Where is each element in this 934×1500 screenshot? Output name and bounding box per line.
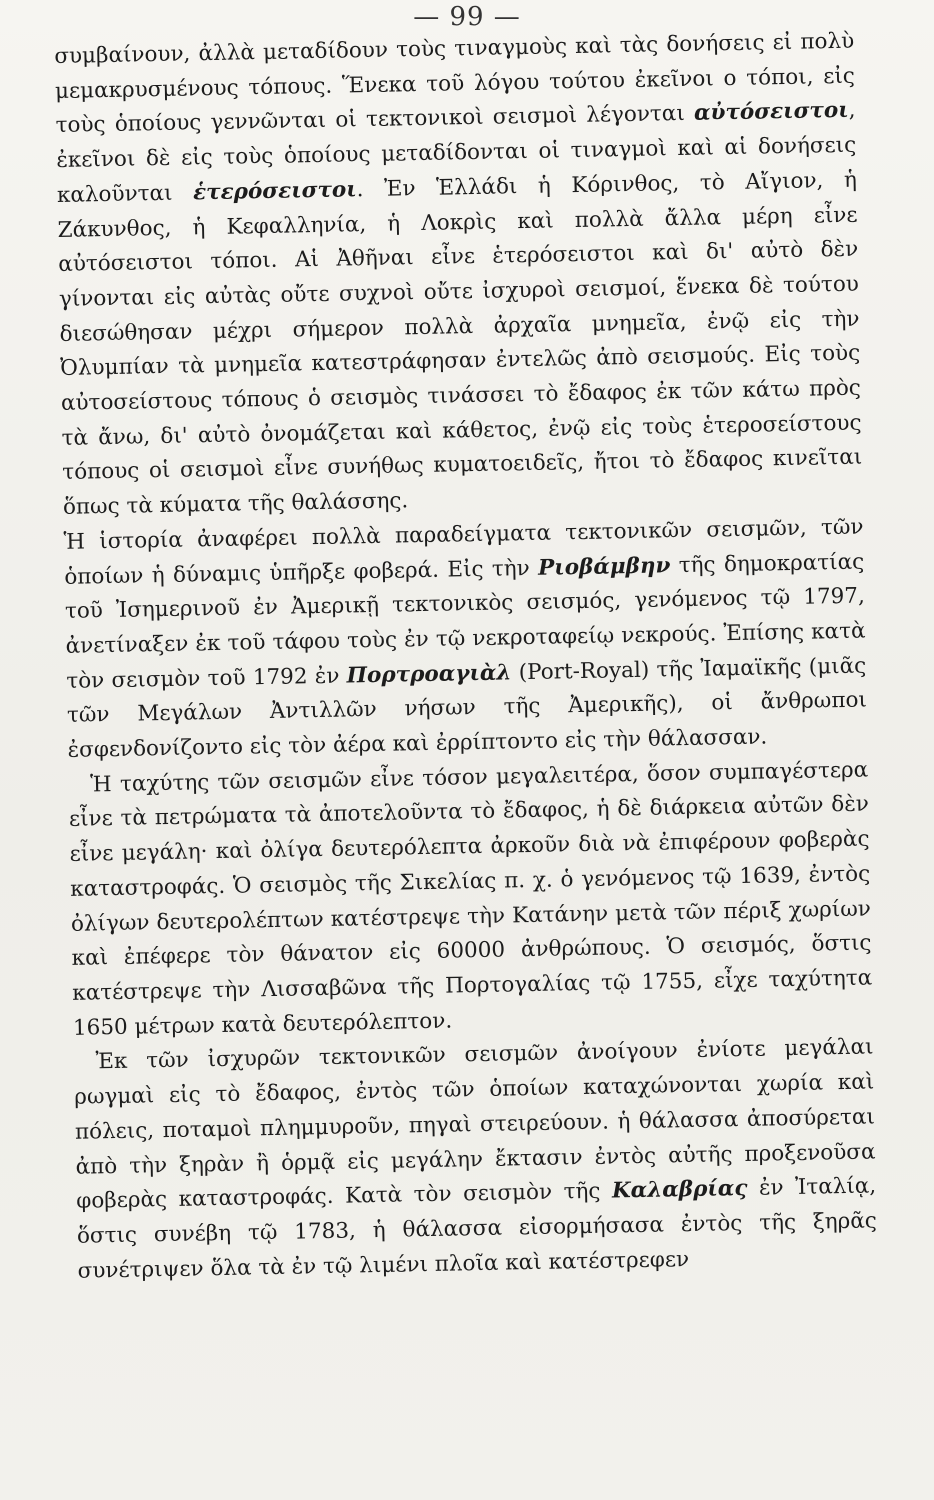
body-text bbox=[54, 25, 878, 1289]
emphasized-term: ἑτερόσειστοι bbox=[192, 177, 357, 206]
paragraph-2 bbox=[63, 510, 868, 768]
paragraph-4 bbox=[73, 1031, 878, 1289]
paragraph-1 bbox=[54, 25, 863, 526]
page-number: — 99 — bbox=[413, 2, 521, 32]
text-segment: . Ἐν Ἑλλάδι ἡ Κόρινθος, τὸ Αἴγιον, ἡ Ζάκυνθος, ἡ Κεφαλληνία, ἡ Λοκρὶς καὶ πολλὰ ἄλλα μέρη εἶνε αὐτόσειστοι τόποι. Αἱ Ἀθῆναι εἶνε ἑτερόσειστοι καὶ δι' αὐτὸ δὲν γίνονται εἰς αὐτὰς οὔτε συχνοὶ οὔτε ἰσχυροὶ σεισμοί, ἕνεκα δὲ τούτου διεσώθησαν μέχρι σήμερον πολλὰ ἀρχαῖα μνημεῖα, ἐνῷ εἰς τὴν Ὀλυμπίαν τὰ μνημεῖα κατεστράφησαν ἐντελῶς ἀπὸ σεισμούς. Εἰς τοὺς αὐτοσείστους τόπους ὁ σεισμὸς τινάσσει τὸ ἔδαφος ἐκ τῶν κάτω πρὸς τὰ ἄνω, δι' αὐτὸ ὀνομάζεται καὶ κάθετος, ἐνῷ εἰς τοὺς ἑτεροσείστους τόπους οἱ σεισμοὶ εἶνε συνήθως κυματοειδεῖς, ἤτοι τὸ ἔδαφος κινεῖται ὅπως τὰ κύματα τῆς θαλάσσης. bbox=[57, 167, 863, 521]
text-segment: Ἡ ἱστορία ἀναφέρει πολλὰ παραδείγματα τεκτονικῶν σεισμῶν, τῶν ὁποίων ἡ δύναμις ὑπῆρξε φοβερά. Εἰς τὴν bbox=[63, 514, 864, 590]
emphasized-place-name: Καλαβρίας bbox=[611, 1176, 748, 1204]
text-segment: τῆς δημοκρατίας τοῦ Ἰσημερινοῦ ἐν Ἀμερικῇ τεκτονικὸς σεισμός, γενόμενος τῷ 1797, ἀνετίναξεν ἐκ τοῦ τάφου τοὺς ἐν τῷ νεκροταφείῳ νεκρούς. Ἐπίσης κατὰ τὸν σεισμὸν τοῦ 1792 ἐν bbox=[64, 549, 866, 694]
text-segment: (Port-Royal) τῆς Ἰαμαϊκῆς (μιᾶς τῶν Μεγάλων Ἀντιλλῶν νήσων τῆς Ἀμερικῆς), οἱ ἄνθρωποι ἐσφενδονίζοντο εἰς τὸν ἀέρα καὶ ἐρρίπτοντο εἰς τὴν θάλασσαν. bbox=[66, 653, 868, 763]
emphasized-place-name: Πορτροαγιὰλ bbox=[346, 659, 512, 689]
text-segment: Ἡ ταχύτης τῶν σεισμῶν εἶνε τόσον μεγαλειτέρα, ὅσον συμπαγέστερα εἶνε τὰ πετρώματα τὰ ἀποτελοῦντα τὸ ἔδαφος, ἡ δὲ διάρκεια αὐτῶν δὲν εἶνε μεγάλη· καὶ ὀλίγα δευτερόλεπτα ἀρκοῦν διὰ νὰ ἐπιφέρουν φοβερὰς καταστροφάς. Ὁ σεισμὸς τῆς Σικελίας π. χ. ὁ γενόμενος τῷ 1639, ἐντὸς ὀλίγων δευτερολέπτων κατέστρεψε τὴν Κατάνην μετὰ τῶν πέριξ χωρίων καὶ ἐπέφερε τὸν θάνατον εἰς 60000 ἀνθρώπους. Ὁ σεισμός, ὅστις κατέστρεψε τὴν Λισσαβῶνα τῆς Πορτογαλίας τῷ 1755, εἶχε ταχύτητα 1650 μέτρων κατὰ δευτερόλεπτον. bbox=[68, 757, 873, 1041]
text-segment: ἐν Ἰταλίᾳ, ὅστις συνέβη τῷ 1783, ἡ θάλασσα εἰσορμήσασα ἐντὸς τῆς ξηρᾶς συνέτριψεν ὅλα τὰ ἐν τῷ λιμένι πλοῖα καὶ κατέστρεφεν bbox=[76, 1173, 878, 1284]
text-segment: , ἐκεῖνοι δὲ εἰς τοὺς ὁποίους μεταδίδονται οἱ τιναγμοὶ καὶ αἱ δονήσεις καλοῦνται bbox=[56, 98, 857, 208]
text-segment: Ἐκ τῶν ἰσχυρῶν τεκτονικῶν σεισμῶν ἀνοίγουν ἐνίοτε μεγάλαι ρωγμαὶ εἰς τὸ ἔδαφος, ἐντὸς τῶν ὁποίων καταχώνονται χωρία καὶ πόλεις, ποταμοὶ πλημμυροῦν, πηγαὶ στειρεύουν. ἡ θάλασσα ἀποσύρεται ἀπὸ τὴν ξηρὰν ἢ ὁρμᾷ εἰς μεγάλην ἔκτασιν ἐντὸς αὐτῆς προξενοῦσα φοβερὰς καταστροφάς. Κατὰ τὸν σεισμὸν τῆς bbox=[74, 1034, 876, 1214]
emphasized-term: αὐτόσειστοι bbox=[693, 98, 849, 127]
paragraph-3 bbox=[68, 753, 873, 1046]
text-segment: συμβαίνουν, ἀλλὰ μεταδίδουν τοὺς τιναγμοὺς καὶ τὰς δονήσεις εἰ πολὺ μεμακρυσμένους τόπους. Ἕνεκα τοῦ λόγου τούτου ἐκεῖνοι ο τόποι, εἰς τοὺς ὁποίους γεννῶνται οἱ τεκτονικοὶ σεισμοὶ λέγονται bbox=[54, 28, 856, 139]
emphasized-place-name: Ριοβάμβην bbox=[537, 552, 671, 581]
